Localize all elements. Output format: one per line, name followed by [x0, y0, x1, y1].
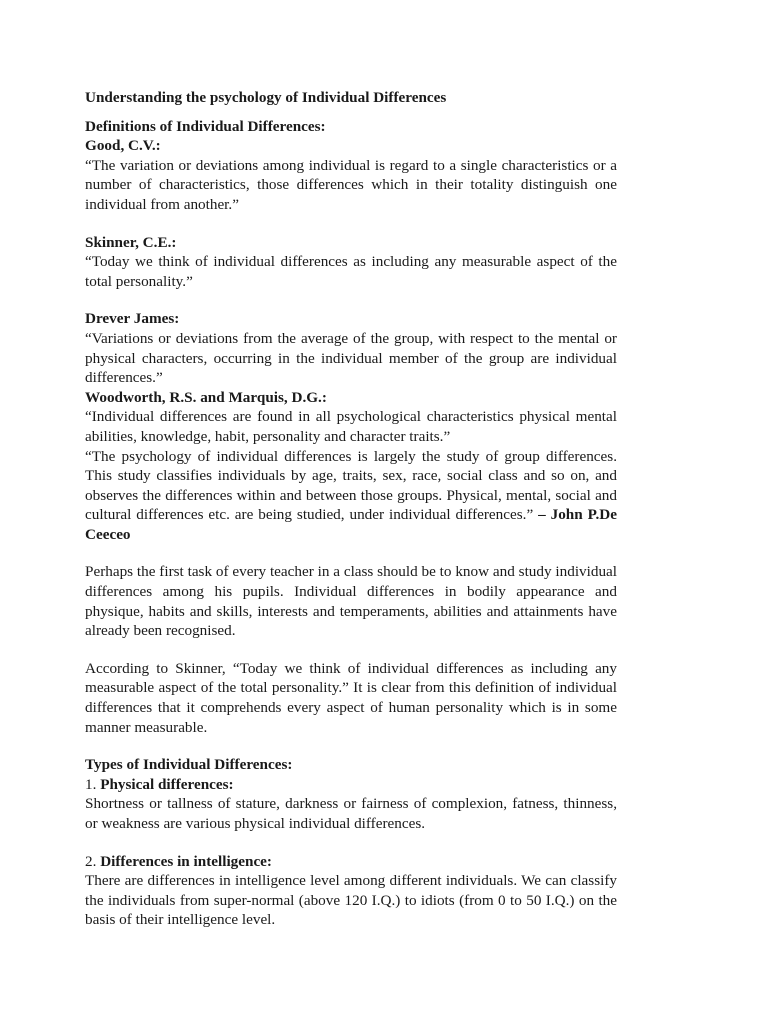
- quote-skinner: “Today we think of individual differences as including any measurable aspect of the total personality.”: [85, 253, 617, 290]
- author-skinner: Skinner, C.E.:: [85, 233, 177, 251]
- type-number: 2.: [85, 852, 97, 870]
- author-drever: Drever James:: [85, 310, 180, 328]
- document-page: [85, 88, 617, 930]
- paragraph-teacher: Perhaps the first task of every teacher in a class should be to know and study individual differences among his pupils. Individual differences in bodily appearance and physique, habits and skills, interests and temperaments, abilities and attainments have already been recognised.: [85, 563, 617, 640]
- quote-deceeceo-text: “The psychology of individual differences is largely the study of group differences. This study classifies individuals by age, traits, sex, race, social class and so on, and observes the differences within and between those groups. Physical, mental, social and cultural differences etc. are being studied, under individual differences.”: [85, 447, 617, 524]
- type-number: 1.: [85, 775, 97, 793]
- types-heading: Types of Individual Differences:: [85, 756, 293, 774]
- author-good: Good, C.V.:: [85, 137, 161, 155]
- type-text-physical: Shortness or tallness of stature, darkness or fairness of complexion, fatness, thinness, or weakness are various physical individual differences.: [85, 795, 617, 832]
- type-name: Physical differences:: [100, 775, 234, 793]
- type-name: Differences in intelligence:: [100, 852, 272, 870]
- quote-deceeceo: [85, 447, 617, 545]
- document-title: Understanding the psychology of Individual Differences: [85, 89, 447, 106]
- type-text-intelligence: There are differences in intelligence level among different individuals. We can classify the individuals from super-normal (above 120 I.Q.) to idiots (from 0 to 50 I.Q.) on the basis of their intelligence level.: [85, 872, 617, 929]
- quote-woodworth: “Individual differences are found in all psychological characteristics physical mental abilities, knowledge, habit, personality and character traits.”: [85, 408, 617, 445]
- paragraph-skinner: According to Skinner, “Today we think of individual differences as including any measurable aspect of the total personality.” It is clear from this definition of individual differences that it comprehends every aspect of human personality which is in some manner measurable.: [85, 659, 617, 736]
- attribution-deceeceo: – John P.De Ceeceo: [85, 506, 618, 543]
- type-heading-physical: [85, 775, 617, 795]
- quote-drever: “Variations or deviations from the average of the group, with respect to the mental or physical characters, occurring in the individual member of the group are individual differences.”: [85, 329, 617, 387]
- quote-good: “The variation or deviations among individual is regard to a single characteristics or a number of characteristics, those differences which in their totality distinguish one individual from another.”: [85, 156, 617, 213]
- definitions-heading: Definitions of Individual Differences:: [85, 117, 326, 135]
- type-heading-intelligence: [85, 852, 617, 872]
- author-woodworth: Woodworth, R.S. and Marquis, D.G.:: [85, 388, 327, 406]
